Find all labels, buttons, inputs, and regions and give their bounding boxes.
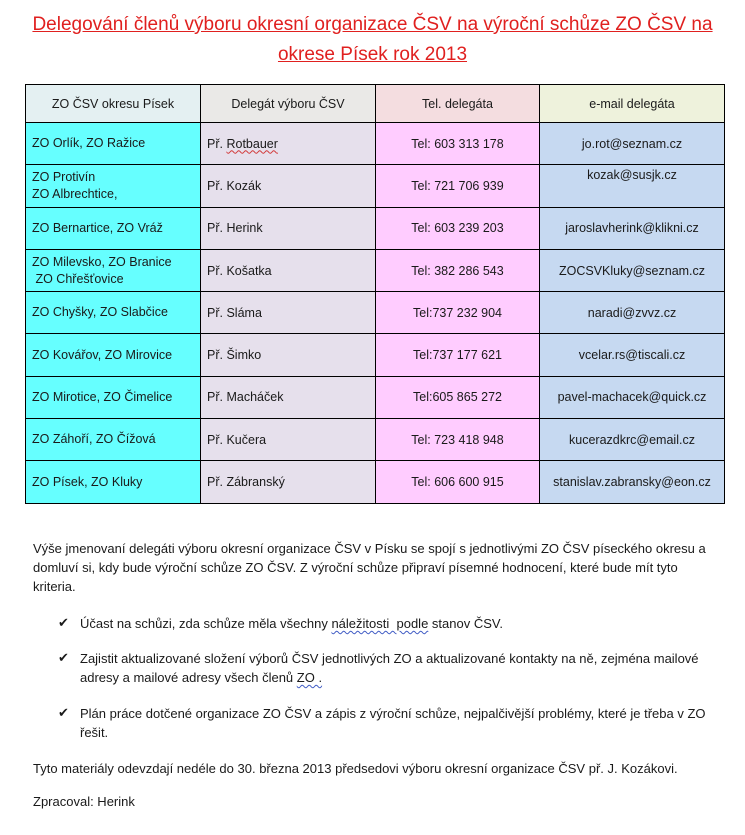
table-row bbox=[26, 376, 725, 418]
criteria-item-work-plan: ✔ Plán práce dotčené organizace ZO ČSV a zápis z výroční schůze, nejpalčivější problémy, které je třeba v ZO řešit. bbox=[58, 706, 706, 740]
check-icon: ✔ bbox=[58, 706, 69, 721]
header-zo: ZO ČSV okresu Písek bbox=[26, 85, 201, 123]
delegates-table bbox=[25, 84, 725, 504]
table-row bbox=[26, 334, 725, 376]
phone-cell: Tel: 603 313 178 bbox=[376, 123, 540, 165]
table-row bbox=[26, 419, 725, 461]
email-cell: kozak@susjk.cz bbox=[540, 165, 725, 207]
delegate-cell: Př. Kozák bbox=[201, 165, 376, 207]
header-phone: Tel. delegáta bbox=[376, 85, 540, 123]
zo-cell: ZO Záhoří, ZO Čížová bbox=[26, 419, 201, 461]
criteria-item-committee: ✔ Zajistit aktualizované složení výborů ČSV jednotlivých ZO a aktualizované kontakty na ně, zejména mailové adresy a mailové adresy všech členů ZO . bbox=[58, 651, 699, 685]
zo-cell: ZO Mirotice, ZO Čimelice bbox=[26, 376, 201, 418]
delegate-cell: Př. Kučera bbox=[201, 419, 376, 461]
email-cell: jaroslavherink@klikni.cz bbox=[540, 207, 725, 249]
table-row bbox=[26, 292, 725, 334]
table-row bbox=[26, 249, 725, 291]
zo-cell: ZO Chyšky, ZO Slabčice bbox=[26, 292, 201, 334]
delegate-cell: Př. Rotbauer bbox=[201, 123, 376, 165]
delegate-cell: Př. Košatka bbox=[201, 249, 376, 291]
check-icon: ✔ bbox=[58, 616, 69, 631]
delegate-cell: Př. Zábranský bbox=[201, 461, 376, 503]
check-icon: ✔ bbox=[58, 651, 69, 666]
table-row bbox=[26, 123, 725, 165]
zo-cell: ZO Bernartice, ZO Vráž bbox=[26, 207, 201, 249]
phone-cell: Tel:737 232 904 bbox=[376, 292, 540, 334]
phone-cell: Tel:605 865 272 bbox=[376, 376, 540, 418]
criteria-item-attendance: ✔ Účast na schůzi, zda schůze měla všechny náležitosti podle stanov ČSV. bbox=[58, 616, 503, 631]
zo-cell: ZO Protivín ZO Albrechtice, bbox=[26, 165, 201, 207]
zo-cell: ZO Kovářov, ZO Mirovice bbox=[26, 334, 201, 376]
table-row bbox=[26, 165, 725, 207]
delegate-cell: Př. Herink bbox=[201, 207, 376, 249]
phone-cell: Tel: 723 418 948 bbox=[376, 419, 540, 461]
table-row bbox=[26, 207, 725, 249]
intro-paragraph: Výše jmenovaní delegáti výboru okresní organizace ČSV v Písku se spojí s jednotlivými ZO ČSV píseckého okresu a domluví si, kdy bude výroční schůze ZO ČSV. Z výroční schůze připraví písemné hodnocení, které bude mít tyto kriteria. bbox=[33, 541, 706, 594]
deadline-paragraph: Tyto materiály odevzdají nedéle do 30. března 2013 předsedovi výboru okresní organizace ČSV př. J. Kozákovi. bbox=[33, 761, 678, 776]
phone-cell: Tel: 721 706 939 bbox=[376, 165, 540, 207]
header-email: e-mail delegáta bbox=[540, 85, 725, 123]
email-cell: kucerazdkrc@email.cz bbox=[540, 419, 725, 461]
table-header-row bbox=[26, 85, 725, 123]
document-title-line-2: okrese Písek rok 2013 bbox=[277, 44, 468, 65]
phone-cell: Tel: 382 286 543 bbox=[376, 249, 540, 291]
document-title bbox=[20, 10, 725, 70]
email-cell: jo.rot@seznam.cz bbox=[540, 123, 725, 165]
zo-cell: ZO Milevsko, ZO Branice ZO Chřešťovice bbox=[26, 249, 201, 291]
delegate-cell: Př. Šimko bbox=[201, 334, 376, 376]
document-title-line-1: Delegování členů výboru okresní organizace ČSV na výroční schůze ZO ČSV na bbox=[32, 14, 713, 35]
zo-cell: ZO Písek, ZO Kluky bbox=[26, 461, 201, 503]
email-cell: naradi@zvvz.cz bbox=[540, 292, 725, 334]
delegate-cell: Př. Sláma bbox=[201, 292, 376, 334]
phone-cell: Tel: 606 600 915 bbox=[376, 461, 540, 503]
email-cell: ZOCSVKluky@seznam.cz bbox=[540, 249, 725, 291]
phone-cell: Tel:737 177 621 bbox=[376, 334, 540, 376]
email-cell: vcelar.rs@tiscali.cz bbox=[540, 334, 725, 376]
phone-cell: Tel: 603 239 203 bbox=[376, 207, 540, 249]
table-row bbox=[26, 461, 725, 503]
zo-cell: ZO Orlík, ZO Ražice bbox=[26, 123, 201, 165]
email-cell: pavel-machacek@quick.cz bbox=[540, 376, 725, 418]
header-delegate: Delegát výboru ČSV bbox=[201, 85, 376, 123]
author-line: Zpracoval: Herink bbox=[33, 794, 135, 809]
email-cell: stanislav.zabransky@eon.cz bbox=[540, 461, 725, 503]
delegate-cell: Př. Macháček bbox=[201, 376, 376, 418]
